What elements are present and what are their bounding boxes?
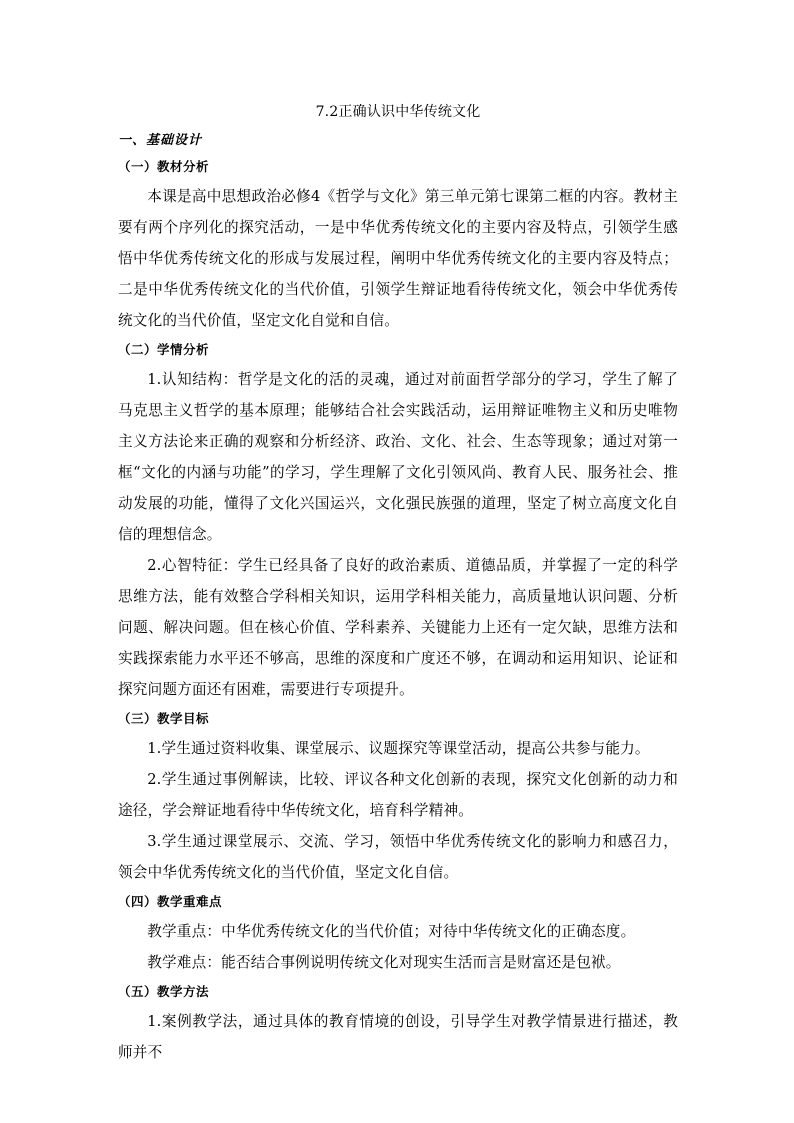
student-analysis-block <box>118 364 678 705</box>
paragraph: 3.学生通过课堂展示、交流、学习，领悟中华优秀传统文化的影响力和感召力，领会中华优秀传统文化的当代价值，坚定文化自信。 <box>118 833 678 881</box>
sub-heading-student-analysis: （二）学情分析 <box>118 342 210 357</box>
document-content <box>118 101 678 1070</box>
paragraph: 1.案例教学法，通过具体的教育情境的创设，引导学生对教学情景进行描述，教师并不 <box>118 1013 678 1061</box>
paragraph: 1.学生通过资料收集、课堂展示、议题探究等课堂活动，提高公共参与能力。 <box>147 740 650 757</box>
section-heading-basic-design: 一、基础设计 <box>118 133 203 148</box>
paragraph: 教学重点：中华优秀传统文化的当代价值；对待中华传统文化的正确态度。 <box>147 923 636 940</box>
paragraph: 1.认知结构：哲学是文化的活的灵魂，通过对前面哲学部分的学习，学生了解了马克思主义哲学的基本原理；能够结合社会实践活动，运用辩证唯物主义和历史唯物主义方法论来正确的观察和分析经济、政治、文化、社会、生态等现象；通过对第一框“文化的内涵与功能”的学习，学生理解了文化引领风尚、教育人民、服务社会、推动发展的功能，懂得了文化兴国运兴，文化强民族强的道理，坚定了树立高度文化自信的理想信念。 <box>118 371 678 543</box>
sub-heading-key-points: （四）教学重难点 <box>118 894 223 909</box>
paragraph: 2.心智特征：学生已经具备了良好的政治素质、道德品质，并掌握了一定的科学思维方法，能有效整合学科相关知识，运用学科相关能力，高质量地认识问题、分析问题、解决问题。但在核心价值、学科素养、关键能力上还有一定欠缺，思维方法和实践探索能力水平还不够高，思维的深度和广度还不够，在调动和运用知识、论证和探究问题方面还有困难，需要进行专项提升。 <box>118 557 678 698</box>
teaching-methods-block <box>118 1006 678 1068</box>
paragraph: 本课是高中思想政治必修4《哲学与文化》第三单元第七课第二框的内容。教材主要有两个序列化的探究活动，一是中华优秀传统文化的主要内容及特点，引领学生感悟中华优秀传统文化的形成与发展过程，阐明中华优秀传统文化的主要内容及特点；二是中华优秀传统文化的当代价值，引领学生辩证地看待传统文化，领会中华优秀传统文化的当代价值，坚定文化自觉和自信。 <box>118 188 678 329</box>
sub-heading-teaching-goals: （三）教学目标 <box>118 711 210 726</box>
sub-heading-textbook-analysis: （一）教材分析 <box>118 159 210 174</box>
page-title: 7.2正确认识中华传统文化 <box>315 104 481 120</box>
paragraph: 2.学生通过事例解读，比较、评议各种文化创新的表现，探究文化创新的动力和途径，学会辩证地看待中华传统文化，培育科学精神。 <box>118 771 678 819</box>
sub-heading-teaching-methods: （五）教学方法 <box>118 984 210 999</box>
key-points-block <box>118 916 678 978</box>
teaching-goals-block <box>118 733 678 888</box>
paragraph: 教学难点：能否结合事例说明传统文化对现实生活而言是财富还是包袱。 <box>147 954 621 971</box>
textbook-analysis-block <box>118 181 678 336</box>
